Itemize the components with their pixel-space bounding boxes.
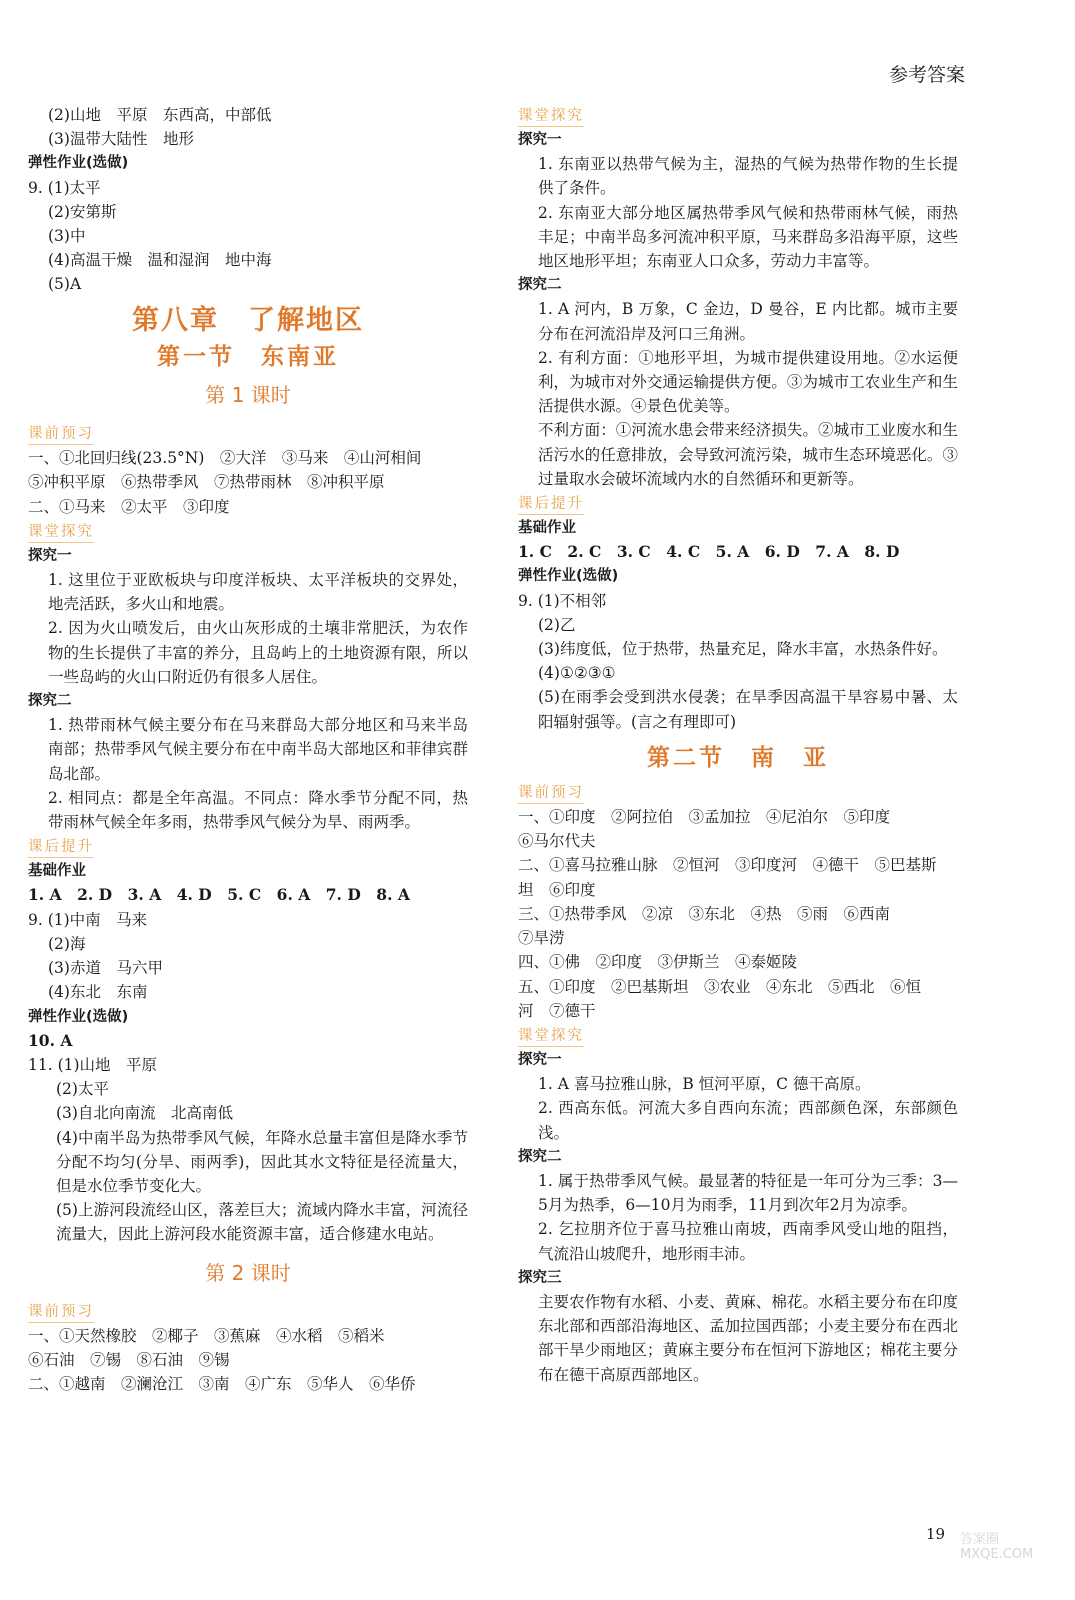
subheading-basic: 基础作业: [518, 520, 576, 537]
answer-line: ⑥石油 ⑦锡 ⑧石油 ⑨锡: [28, 1350, 230, 1369]
answer-line: (2)乙: [538, 615, 576, 634]
answer-line: (3)中: [48, 227, 86, 246]
watermark: 答案圈 MXQE.COM: [960, 1532, 1034, 1562]
answer-line: ⑤冲积平原 ⑥热带季风 ⑦热带雨林 ⑧冲积平原: [28, 473, 385, 492]
answer-paragraph: 1. 热带雨林气候主要分布在马来群岛大部分地区和马来半岛南部；热带季风气候主要分布在中南半岛大部地区和菲律宾群岛北部。: [48, 716, 468, 783]
explore-heading: 探究二: [518, 277, 562, 294]
subheading-elastic: 弹性作业(选做): [28, 155, 129, 172]
subheading-basic: 基础作业: [28, 863, 86, 880]
after-class-tag: 课后提升: [518, 494, 584, 515]
answer-line: 五、①印度 ②巴基斯坦 ③农业 ④东北 ⑤西北 ⑥恒: [518, 977, 922, 996]
answer-paragraph: 主要农作物有水稻、小麦、黄麻、棉花。水稻主要分布在印度东北部和西部沿海地区、孟加拉国西部；小麦主要分布在西北部干旱少雨地区；黄麻主要分布在恒河下游地区；棉花主要分布在德干高原西部地区。: [538, 1292, 958, 1384]
explore-tag: 课堂探究: [518, 1026, 584, 1047]
answer-line: 三、①热带季风 ②凉 ③东北 ④热 ⑤雨 ⑥西南: [518, 904, 891, 923]
chapter-title: 第八章 了解地区: [132, 304, 364, 336]
answer-paragraph: 1. 属于热带季风气候。最显著的特征是一年可分为三季：3—5月为热季，6—10月为雨季，11月到次年2月为凉季。: [538, 1171, 958, 1215]
answer-line: 一、①北回归线(23.5°N) ②大洋 ③马来 ④山河相间: [28, 449, 422, 468]
answer-paragraph: (4)中南半岛为热带季风气候，年降水总量丰富但是降水季节分配不均匀(分旱、雨两季)，因此其水文特征是径流量大，但是水位季节变化大。: [56, 1128, 468, 1195]
answer-line: 四、①佛 ②印度 ③伊斯兰 ④泰姬陵: [518, 953, 798, 972]
answer-paragraph: 2. 有利方面：①地形平坦，为城市提供建设用地。②水运便利，为城市对外交通运输提供方便。③为城市工农业生产和生活提供水源。④景色优美等。: [538, 348, 958, 416]
answer-line: 二、①马来 ②太平 ③印度: [28, 497, 230, 516]
answer-line: (2)安第斯: [48, 202, 117, 221]
answer-line: (3)温带大陆性 地形: [48, 130, 194, 149]
answer-line: (4)东北 东南: [48, 983, 148, 1002]
answer-line: 一、①天然橡胶 ②椰子 ③蕉麻 ④水稻 ⑤稻米: [28, 1326, 385, 1345]
answer-line: (5)A: [48, 275, 82, 294]
answer-line: ⑥马尔代夫: [518, 832, 596, 851]
explore-heading: 探究三: [518, 1269, 562, 1286]
answer-line: (4)①②③①: [538, 664, 616, 683]
answer-line: 二、①喜马拉雅山脉 ②恒河 ③印度河 ④德干 ⑤巴基斯: [518, 856, 937, 875]
subheading-elastic: 弹性作业(选做): [28, 1008, 129, 1025]
answer-line: 1. C 2. C 3. C 4. C 5. A 6. D 7. A 8. D: [518, 542, 900, 562]
answer-line: (2)海: [48, 934, 86, 953]
answer-line: ⑦旱涝: [518, 929, 565, 948]
preview-tag: 课前预习: [28, 1302, 94, 1323]
explore-tag: 课堂探究: [518, 106, 584, 127]
page-number: 19: [926, 1525, 946, 1543]
answer-line: 二、①越南 ②澜沧江 ③南 ④广东 ⑤华人 ⑥华侨: [28, 1375, 416, 1394]
lesson-title: 第 1 课时: [205, 383, 291, 408]
answer-paragraph: (5)在雨季会受到洪水侵袭；在旱季因高温干旱容易中暑、太阳辐射强等。(言之有理即可): [538, 688, 958, 731]
section-title: 第二节 南 亚: [647, 743, 829, 771]
lesson-title: 第 2 课时: [205, 1260, 291, 1285]
section-title: 第一节 东南亚: [157, 342, 339, 370]
answer-paragraph: 1. A 喜马拉雅山脉，B 恒河平原，C 德干高原。: [538, 1075, 871, 1094]
answer-line: 9. (1)太平: [28, 178, 101, 197]
answer-paragraph: (3)纬度低，位于热带，热量充足，降水丰富，水热条件好。: [538, 640, 948, 659]
explore-heading: 探究一: [28, 547, 72, 564]
answer-paragraph: 1. 东南亚以热带气候为主，湿热的气候为热带作物的生长提供了条件。: [538, 155, 958, 198]
answer-line: 11. (1)山地 平原: [28, 1055, 158, 1074]
answer-line: (3)自北向南流 北高南低: [56, 1104, 233, 1123]
subheading-elastic: 弹性作业(选做): [518, 568, 619, 585]
answer-paragraph: 2. 因为火山喷发后，由火山灰形成的土壤非常肥沃，为农作物的生长提供了丰富的养分，且岛屿上的土地资源有限，所以一些岛屿的火山口附近仍有很多人居住。: [48, 619, 468, 686]
answer-line: (4)高温干燥 温和湿润 地中海: [48, 251, 272, 270]
answer-line: 河 ⑦德干: [518, 1001, 596, 1020]
page-header: 参考答案: [888, 64, 965, 86]
answer-line: 9. (1)不相邻: [518, 591, 607, 610]
answer-line: (2)山地 平原 东西高，中部低: [48, 106, 272, 124]
answer-line: (2)太平: [56, 1080, 109, 1099]
answer-paragraph: 1. 这里位于亚欧板块与印度洋板块、太平洋板块的交界处，地壳活跃，多火山和地震。: [48, 571, 468, 614]
answer-paragraph: 不利方面：①河流水患会带来经济损失。②城市工业废水和生活污水的任意排放，会导致河流污染，城市生态环境恶化。③过量取水会破坏流域内水的自然循环和更新等。: [538, 421, 958, 488]
answer-paragraph: 1. A 河内，B 万象，C 金边，D 曼谷，E 内比都。城市主要分布在河流沿岸及河口三角洲。: [538, 300, 958, 343]
answer-paragraph: 2. 西高东低。河流大多自西向东流；西部颜色深，东部颜色浅。: [538, 1099, 958, 1142]
after-class-tag: 课后提升: [28, 837, 94, 858]
explore-heading: 探究二: [28, 693, 72, 710]
explore-tag: 课堂探究: [28, 522, 94, 543]
answer-paragraph: 2. 东南亚大部分地区属热带季风气候和热带雨林气候，雨热丰足；中南半岛多河流冲积平原，马来群岛多沿海平原，这些地区地形平坦；东南亚人口众多，劳动力丰富等。: [538, 203, 958, 271]
preview-tag: 课前预习: [28, 424, 94, 445]
answer-line: 1. A 2. D 3. A 4. D 5. C 6. A 7. D 8. A: [28, 885, 410, 905]
answer-line: 9. (1)中南 马来: [28, 910, 148, 929]
answer-paragraph: 2. 相同点：都是全年高温。不同点：降水季节分配不同，热带雨林气候全年多雨，热带季风气候分为旱、雨两季。: [48, 788, 468, 832]
preview-tag: 课前预习: [518, 783, 584, 804]
explore-heading: 探究一: [518, 1051, 562, 1068]
explore-heading: 探究一: [518, 132, 562, 148]
left-column: [28, 103, 468, 1396]
explore-heading: 探究二: [518, 1148, 562, 1165]
right-column: [518, 103, 958, 1387]
answer-line: 10. A: [28, 1030, 73, 1050]
answer-paragraph: 2. 乞拉朋齐位于喜马拉雅山南坡，西南季风受山地的阻挡，气流沿山坡爬升，地形雨丰沛。: [538, 1220, 958, 1263]
answer-line: 坦 ⑥印度: [518, 880, 596, 899]
answer-paragraph: (5)上游河段流经山区，落差巨大；流域内降水丰富，河流径流量大，因此上游河段水能资源丰富，适合修建水电站。: [56, 1201, 468, 1244]
answer-line: (3)赤道 马六甲: [48, 959, 163, 978]
answer-line: 一、①印度 ②阿拉伯 ③孟加拉 ④尼泊尔 ⑤印度: [518, 808, 891, 827]
